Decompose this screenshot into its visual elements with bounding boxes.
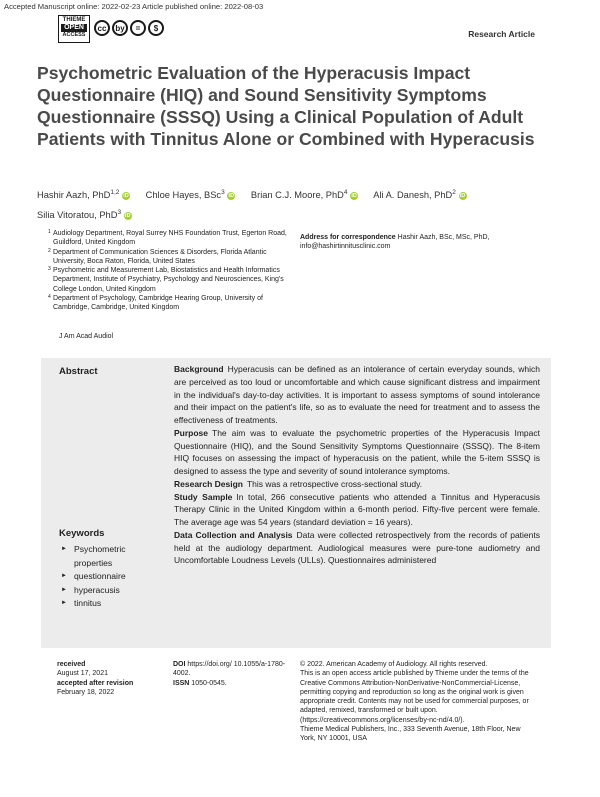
abstract-section-text: In total, 266 consecutive patients who attended a Tinnitus and Hyperacusis Therapy Clinic in the United Kingdom within a 6-month period. Fifty-five percent were female. The average age was 54 years (standard deviation = 16 years). bbox=[174, 491, 540, 527]
abstract-body bbox=[174, 363, 540, 567]
author bbox=[37, 210, 132, 220]
abstract-section bbox=[174, 491, 540, 529]
affiliation-text: Department of Psychology, Cambridge Hearing Group, University of Cambridge, Cambridge, United Kingdom bbox=[53, 295, 263, 312]
creative-commons-badges bbox=[94, 20, 164, 36]
abstract-section bbox=[174, 427, 540, 478]
abstract-section-text: The aim was to evaluate the psychometric properties of the Hyperacusis Impact Questionnaire (HIQ), and the Sound Sensitivity Symptoms Questionnaire (SSSQ). The 8-item HIQ focuses on assessing the impact of hyperacusis on the patient, while the 5-item SSSQ is designed to assess the type and severity of sound intolerance symptoms. bbox=[174, 427, 540, 476]
manuscript-dates: Accepted Manuscript online: 2022-02-23 Article published online: 2022-08-03 bbox=[4, 2, 264, 11]
orcid-icon[interactable]: iD bbox=[228, 193, 235, 200]
affiliation-number: 3 bbox=[48, 266, 51, 273]
author bbox=[146, 190, 236, 200]
author bbox=[373, 190, 466, 200]
keyword-item: ► questionnaire bbox=[61, 570, 161, 584]
article-title: Psychometric Evaluation of the Hyperacusis Impact Questionnaire (HIQ) and Sound Sensitivity Symptoms Questionnaire (SSSQ) Using a Clinical Population of Adult Patients with Tinnitus Alone or Combined with Hyperacusis bbox=[37, 63, 535, 149]
author bbox=[251, 190, 358, 200]
author-affiliation-ref: 1,2 bbox=[110, 189, 120, 196]
abstract-section bbox=[174, 529, 540, 567]
author-name: Silia Vitoratou, PhD bbox=[37, 210, 118, 221]
affiliation-number: 1 bbox=[48, 229, 51, 235]
keyword-item: ► hyperacusis bbox=[61, 584, 161, 598]
affiliation-item bbox=[48, 229, 293, 248]
received-date: August 17, 2021 bbox=[57, 670, 108, 678]
by-icon: by bbox=[112, 20, 128, 36]
orcid-icon[interactable]: iD bbox=[459, 193, 466, 200]
author-affiliation-ref: 2 bbox=[452, 189, 456, 196]
abstract-section-label: Research Design bbox=[174, 478, 243, 489]
affiliation-text: Audiology Department, Royal Surrey NHS Foundation Trust, Egerton Road, Guildford, United Kingdom bbox=[53, 230, 287, 247]
doi-label: DOI bbox=[173, 661, 186, 668]
abstract-section bbox=[174, 478, 540, 491]
keyword-item: ► tinnitus bbox=[61, 597, 161, 611]
issn-label: ISSN bbox=[173, 679, 190, 687]
orcid-icon[interactable]: iD bbox=[124, 213, 131, 220]
no-derivatives-icon: = bbox=[130, 20, 146, 36]
author bbox=[37, 190, 130, 200]
abstract-section-text: Data were collected retrospectively from the records of patients held at the audiology department. Audiological measures were pure-tone audiometry and Uncomfortable Loudness Levels (ULLs). Questionnaires administered bbox=[174, 529, 540, 566]
author-name: Chloe Hayes, BSc bbox=[145, 190, 222, 201]
author-affiliation-ref: 3 bbox=[117, 209, 122, 217]
non-commercial-icon: $ bbox=[148, 20, 164, 36]
affiliations bbox=[48, 229, 293, 313]
keyword-list bbox=[61, 543, 161, 611]
accepted-date: February 18, 2022 bbox=[57, 688, 115, 696]
keyword-item: ► Psychometric properties bbox=[61, 543, 161, 570]
article-type: Research Article bbox=[468, 29, 535, 39]
license-block bbox=[300, 660, 536, 744]
affiliation-text: Department of Communication Sciences & Disorders, Florida Atlantic University, Boca Raton, Florida, United States bbox=[53, 248, 267, 265]
affiliation-item bbox=[48, 294, 293, 313]
publication-dates bbox=[57, 660, 157, 697]
affiliation-item bbox=[48, 266, 293, 294]
correspondence-text: Hashir Aazh, BSc, MSc, PhD, info@hashirtinnitusclinic.com bbox=[300, 234, 490, 251]
abstract-section-label: Background bbox=[174, 364, 224, 374]
author-affiliation-ref: 3 bbox=[221, 189, 225, 196]
abstract-section-label: Data Collection and Analysis bbox=[174, 529, 293, 540]
correspondence bbox=[300, 233, 510, 252]
author-name: Ali A. Danesh, PhD bbox=[373, 190, 453, 201]
abstract-section bbox=[174, 363, 540, 427]
correspondence-label: Address for correspondence bbox=[300, 234, 396, 241]
license-text: This is an open access article published by Thieme under the terms of the Creative Commons Attribution-NonDerivative-NonCommercial-License, permitting copying and reproduction so long as the original work is given appropriate credit. Contents may not be used for commercial purposes, or adapted, remixed, transformed or built upon. (https://creativecommons.org/licenses/by-nc-nd/4.0/). bbox=[300, 670, 529, 724]
keywords-heading: Keywords bbox=[59, 528, 105, 539]
issn-value: 1050-0545. bbox=[191, 679, 227, 687]
cc-icon: cc bbox=[94, 20, 110, 36]
abstract-section-label: Purpose bbox=[174, 427, 209, 438]
abstract-section-text: Hyperacusis can be defined as an intolerance of certain everyday sounds, which are perceived as too loud or uncomfortable and which cause significant distress and impairment in the individual's day-to-day activities. It is important to assess symptoms of sound intolerance and their impact on the patient's life, so as to evaluate the need for treatment and to assess the effectiveness of treatments. bbox=[174, 364, 540, 425]
doi-issn bbox=[173, 660, 288, 688]
abstract-heading: Abstract bbox=[59, 366, 98, 377]
orcid-icon[interactable]: iD bbox=[123, 193, 129, 200]
affiliation-number: 4 bbox=[48, 294, 51, 301]
author-list bbox=[37, 184, 537, 224]
abstract-section-text: This was a retrospective cross-sectional study. bbox=[246, 478, 423, 489]
thieme-open-access-logo bbox=[58, 15, 90, 43]
journal-abbreviation: J Am Acad Audiol bbox=[59, 333, 114, 340]
affiliation-number: 2 bbox=[48, 247, 51, 254]
doi-link[interactable]: https://doi.org/ 10.1055/a-1780-4002. bbox=[173, 661, 286, 678]
author-name: Hashir Aazh, PhD bbox=[37, 190, 111, 201]
logo-line-3: ACCESS bbox=[62, 32, 86, 38]
copyright: © 2022. American Academy of Audiology. All rights reserved. bbox=[300, 661, 488, 668]
accepted-label: accepted after revision bbox=[57, 679, 134, 687]
publisher-address: Thieme Medical Publishers, Inc., 333 Seventh Avenue, 18th Floor, New York, NY 10001, USA bbox=[300, 726, 521, 743]
logo-line-2: OPEN bbox=[61, 24, 87, 32]
author-affiliation-ref: 4 bbox=[343, 189, 348, 196]
received-label: received bbox=[57, 661, 86, 668]
author-name: Brian C.J. Moore, PhD bbox=[250, 190, 344, 201]
orcid-icon[interactable]: iD bbox=[351, 193, 357, 200]
affiliation-text: Psychometric and Measurement Lab, Biostatistics and Health Informatics Department, Institute of Psychiatry, Psychology and Neurosciences, King's College London, United Kingdom bbox=[53, 267, 284, 293]
logo-line-1: THIEME bbox=[62, 17, 86, 23]
abstract-section-label: Study Sample bbox=[174, 491, 233, 502]
affiliation-item bbox=[48, 247, 293, 267]
